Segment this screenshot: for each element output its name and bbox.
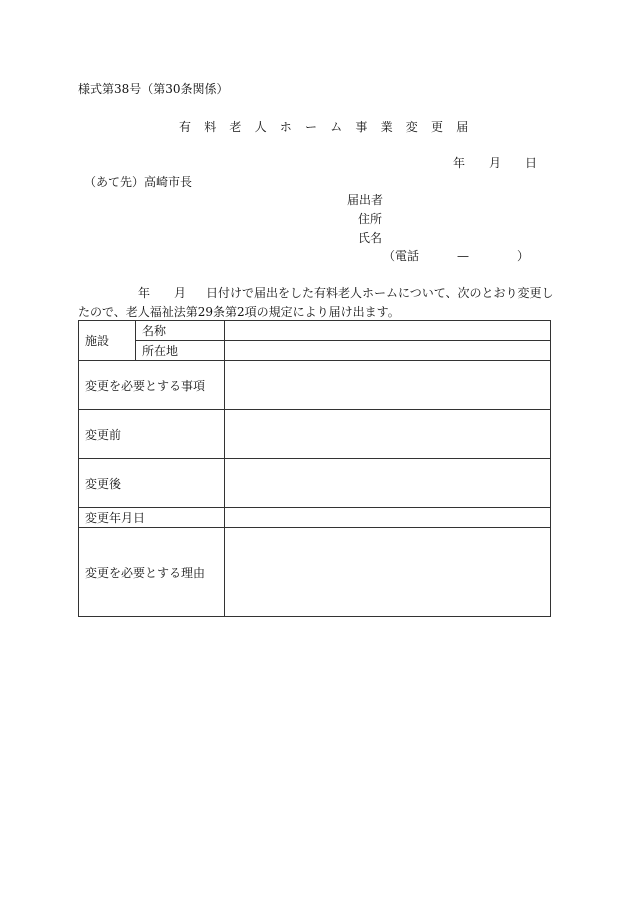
addressee: （あて先）高崎市長 (84, 175, 193, 189)
body-month: 月 (174, 286, 187, 300)
after-change-label: 変更後 (79, 459, 225, 508)
document-title: 有料老人ホーム事業変更届 (179, 120, 482, 134)
table-row (79, 528, 551, 617)
facility-name-label: 名称 (136, 321, 225, 341)
address-label: 住所 (358, 212, 383, 226)
after-change-field[interactable] (225, 459, 551, 508)
body-text-line-1 (78, 286, 554, 300)
change-form-table (78, 320, 551, 617)
change-reason-label: 変更を必要とする理由 (79, 528, 225, 617)
phone-open: （電話 (383, 249, 420, 263)
applicant-label: 届出者 (347, 193, 384, 207)
change-reason-field[interactable] (225, 528, 551, 617)
table-row (79, 321, 551, 341)
table-row (79, 361, 551, 410)
name-label: 氏名 (358, 231, 383, 245)
facility-location-label: 所在地 (136, 341, 225, 361)
before-change-field[interactable] (225, 410, 551, 459)
facility-location-field[interactable] (225, 341, 551, 361)
date-day: 日 (525, 156, 538, 170)
form-number: 様式第38号（第30条関係） (78, 82, 229, 96)
change-item-label: 変更を必要とする事項 (79, 361, 225, 410)
date-line (453, 156, 537, 170)
phone-line (383, 249, 529, 263)
change-date-label: 変更年月日 (79, 508, 225, 528)
date-year: 年 (453, 156, 466, 170)
body-text-1: 日付けで届出をした有料老人ホームについて、次のとおり変更し (206, 286, 554, 300)
phone-close: ） (517, 249, 530, 263)
facility-label: 施設 (79, 321, 136, 361)
change-date-field[interactable] (225, 508, 551, 528)
facility-name-field[interactable] (225, 321, 551, 341)
body-text-line-2: たので、老人福祉法第29条第2項の規定により届け出ます。 (78, 305, 400, 319)
table-row (79, 508, 551, 528)
table-row (79, 410, 551, 459)
change-item-field[interactable] (225, 361, 551, 410)
date-month: 月 (489, 156, 502, 170)
before-change-label: 変更前 (79, 410, 225, 459)
phone-dash: — (457, 249, 470, 263)
body-year: 年 (138, 286, 151, 300)
table-row (79, 459, 551, 508)
table-row (79, 341, 551, 361)
